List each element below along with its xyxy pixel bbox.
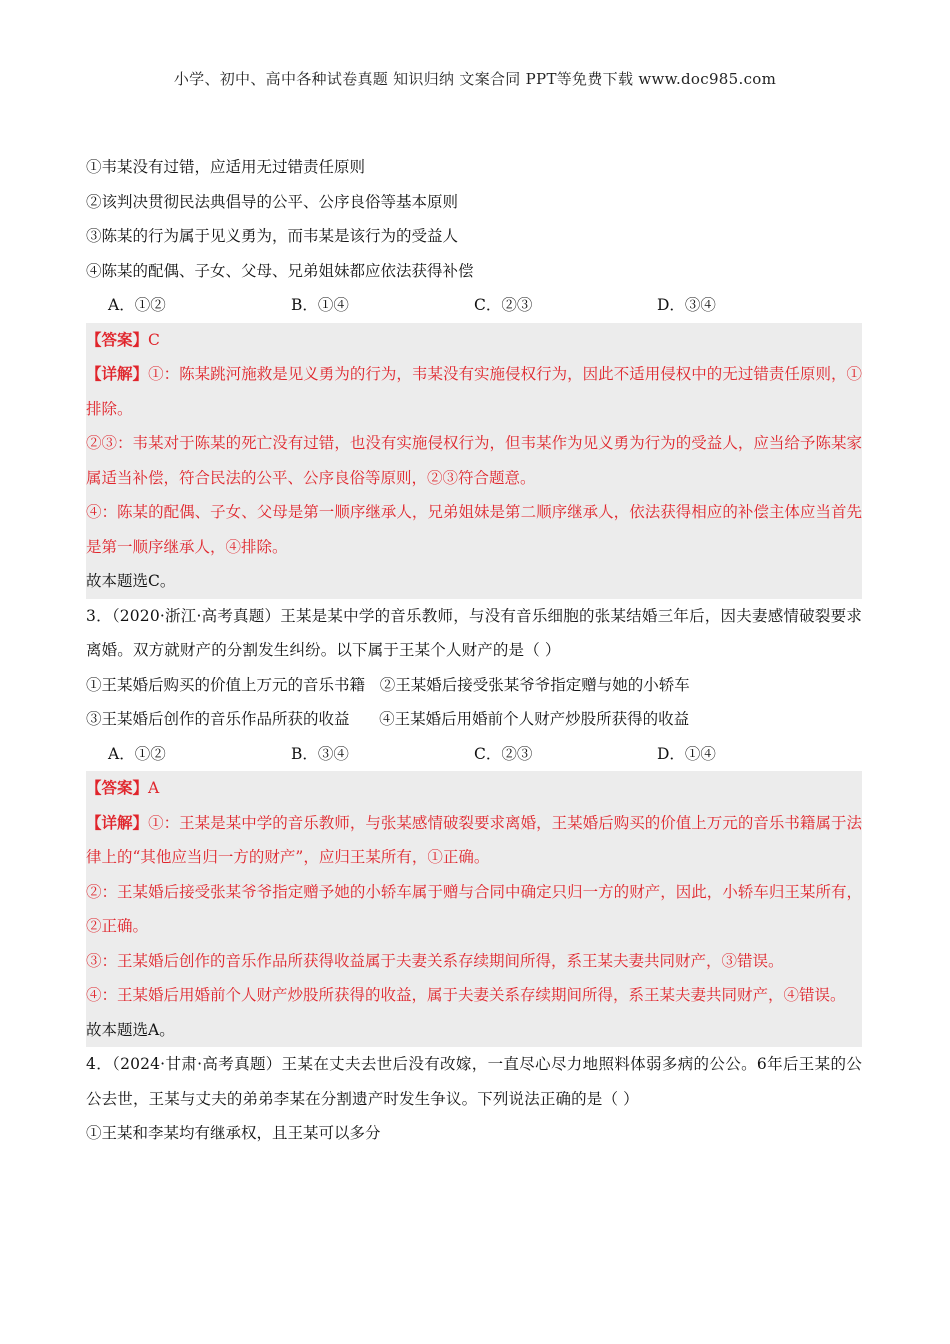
page-header: 小学、初中、高中各种试卷真题 知识归纳 文案合同 PPT等免费下载 www.doc985.com xyxy=(173,70,777,88)
q3-stem: 3．（2020·浙江·高考真题）王某是某中学的音乐教师，与没有音乐细胞的张某结婚三年后，因夫妻感情破裂要求离婚。双方就财产的分割发生纠纷。以下属于王某个人财产的是（ ） xyxy=(86,606,862,659)
q2-options xyxy=(86,288,862,323)
page-content xyxy=(86,150,862,1151)
q2-answer-tag: 【答案】 xyxy=(86,329,149,349)
q2-statement-3: ③陈某的行为属于见义勇为，而韦某是该行为的受益人 xyxy=(86,227,459,245)
q3-detail-4: ④：王某婚后用婚前个人财产炒股所获得的收益，属于夫妻关系存续期间所得，系王某夫妻共同财产，④错误。 xyxy=(86,986,846,1004)
q2-option-b: B．①④ xyxy=(291,296,349,314)
q3-option-b: B．③④ xyxy=(291,744,349,763)
q2-statements xyxy=(86,150,862,288)
q4-statement-1: ①王某和李某均有继承权，且王某可以多分 xyxy=(86,1124,381,1142)
q2-statement-1: ①韦某没有过错，应适用无过错责任原则 xyxy=(86,158,366,176)
q3-answer-block xyxy=(86,771,862,1047)
q3-detail-tag: 【详解】 xyxy=(86,812,149,832)
q3-statements-line-1: ①王某婚后购买的价值上万元的音乐书籍 ②王某婚后接受张某爷爷指定赠与她的小轿车 xyxy=(86,675,690,694)
q3-answer-tag: 【答案】 xyxy=(86,778,149,797)
q2-answer-value: C xyxy=(148,330,160,349)
q3-conclusion: 故本题选A。 xyxy=(86,1020,175,1039)
q3-statements-line-2: ③王某婚后创作的音乐作品所获的收益 ④王某婚后用婚前个人财产炒股所获得的收益 xyxy=(86,710,690,728)
q3-detail-2: ②：王某婚后接受张某爷爷指定赠予她的小轿车属于赠与合同中确定只归一方的财产，因此，小轿车归王某所有，②正确。 xyxy=(86,882,862,935)
q4-stem: 4．（2024·甘肃·高考真题）王某在丈夫去世后没有改嫁，一直尽心尽力地照料体弱多病的公公。6年后王某的公公去世，王某与丈夫的弟弟李某在分割遗产时发生争议。下列说法正确的是（ ） xyxy=(86,1055,862,1108)
q3-answer-value: A xyxy=(148,779,160,797)
q2-option-c: C．②③ xyxy=(474,296,533,314)
q2-statement-2: ②该判决贯彻民法典倡导的公平、公序良俗等基本原则 xyxy=(86,192,459,211)
q2-detail-1: ①：陈某跳河施救是见义勇为的行为，韦某没有实施侵权行为，因此不适用侵权中的无过错责任原则，①排除。 xyxy=(86,365,862,418)
q2-detail-tag: 【详解】 xyxy=(86,364,149,383)
q3-option-d: D．①④ xyxy=(657,744,716,763)
q2-detail-2: ②③：韦某对于陈某的死亡没有过错，也没有实施侵权行为，但韦某作为见义勇为行为的受益人，应当给予陈某家属适当补偿，符合民法的公平、公序良俗等原则，②③符合题意。 xyxy=(86,434,862,487)
q3-detail-3: ③：王某婚后创作的音乐作品所获得收益属于夫妻关系存续期间所得，系王某夫妻共同财产，③错误。 xyxy=(86,951,784,970)
q3-option-a: A．①② xyxy=(108,744,166,763)
q2-conclusion: 故本题选C。 xyxy=(86,572,176,590)
q2-answer-block xyxy=(86,323,862,599)
q3-detail-1: ①：王某是某中学的音乐教师，与张某感情破裂要求离婚，王某婚后购买的价值上万元的音乐书籍属于法律上的“其他应当归一方的财产”，应归王某所有，①正确。 xyxy=(86,813,862,866)
q2-option-a: A．①② xyxy=(108,296,166,314)
q3-options xyxy=(86,737,862,772)
q2-statement-4: ④陈某的配偶、子女、父母、兄弟姐妹都应依法获得补偿 xyxy=(86,261,474,280)
q3-option-c: C．②③ xyxy=(474,744,533,763)
q2-detail-3: ④：陈某的配偶、子女、父母是第一顺序继承人，兄弟姐妹是第二顺序继承人，依法获得相应的补偿主体应当首先是第一顺序继承人，④排除。 xyxy=(86,503,862,556)
q2-option-d: D．③④ xyxy=(657,296,716,314)
